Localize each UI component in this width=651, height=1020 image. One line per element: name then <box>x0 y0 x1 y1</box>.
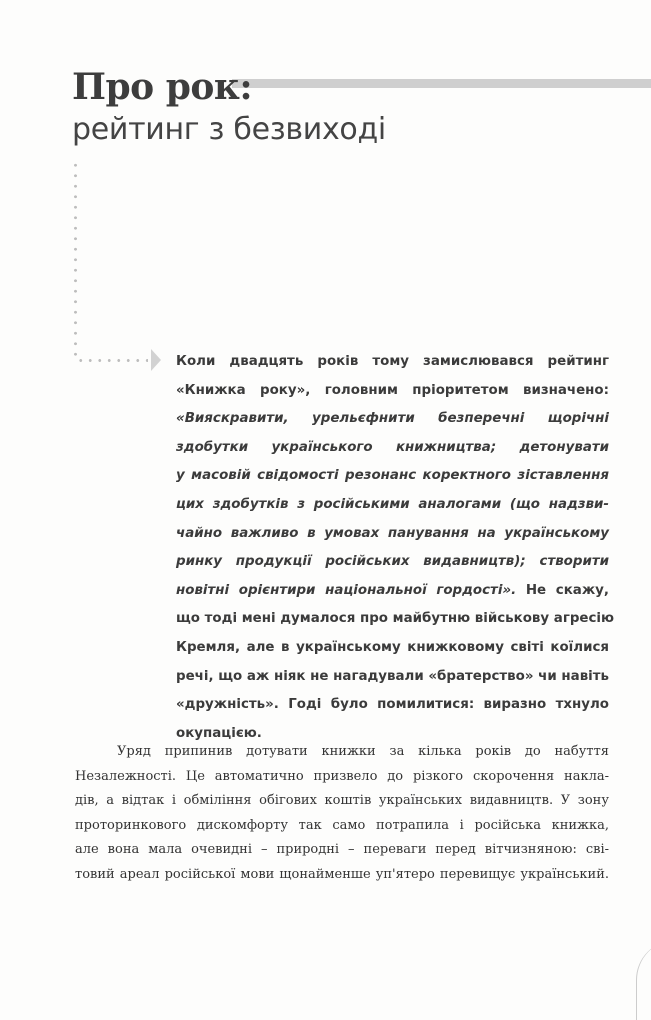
intro-line <box>176 520 609 549</box>
text: «дружність». Годі було помилитися: виразно тхнуло <box>176 697 609 713</box>
arrow-icon <box>151 349 161 371</box>
quote-text: здобутки українського книжництва; детонувати <box>176 439 609 455</box>
intro-line <box>176 462 609 491</box>
intro-line <box>176 577 609 606</box>
body-line: але вона мала очевидні – природні – переваги перед вітчизняною: сві- <box>75 842 609 857</box>
intro-line <box>176 348 609 377</box>
page-curl <box>636 940 651 1020</box>
intro-line <box>176 691 609 720</box>
intro-paragraph <box>176 348 615 748</box>
intro-line <box>176 548 609 577</box>
quote-text: «Вияскравити, урельєфнити безперечні щорічні <box>176 411 609 427</box>
body-line: Незалежності. Це автоматично призвело до різкого скорочення накла- <box>75 768 609 784</box>
text: що тоді мені думалося про майбутню військову агресію <box>176 611 615 627</box>
body-line: Уряд припинив дотувати книжки за кілька років до набуття <box>117 744 609 759</box>
text: Коли двадцять років тому замислювався рейтинг <box>176 354 609 369</box>
body-line: товий ареал російської мови щонайменше уп'ятеро перевищує український. <box>75 866 609 882</box>
intro-line <box>176 634 609 663</box>
text: окупацією. <box>176 725 262 741</box>
quote-text: чайно важливо в умовах панування на українському <box>176 525 609 541</box>
intro-line <box>176 605 615 634</box>
text: Кремля, але в українському книжковому світі коїлися <box>176 639 609 655</box>
text: «Книжка року», головним пріоритетом визначено: <box>176 382 609 398</box>
body-line: дів, а відтак і обміління обігових коштів українських видавництв. У зону <box>75 793 609 808</box>
intro-line <box>176 405 609 434</box>
quote-text: ринку продукції російських видавництв); створити <box>176 554 609 570</box>
dotted-vertical-line <box>74 160 77 358</box>
body-line: проторинкового дискомфорту так само потрапила і російська книжка, <box>75 817 609 833</box>
text: Не скажу, <box>516 582 609 598</box>
page-title: Про рок: <box>72 66 253 108</box>
body-paragraph <box>75 740 609 887</box>
page-subtitle: рейтинг з безвиході <box>72 112 386 147</box>
text: речі, що аж ніяк не нагадували «братерство» чи навіть <box>176 668 609 684</box>
quote-text: новітні орієнтири національної гордості». <box>176 582 517 598</box>
decorative-header-bar <box>232 79 651 88</box>
intro-line <box>176 663 609 692</box>
intro-line <box>176 434 609 463</box>
intro-line <box>176 377 609 406</box>
intro-line <box>176 491 609 520</box>
dotted-horizontal-line <box>76 359 148 362</box>
quote-text: у масовій свідомості резонанс коректного зіставлення <box>176 468 609 484</box>
quote-text: цих здобутків з російськими аналогами (що надзви- <box>176 496 609 512</box>
